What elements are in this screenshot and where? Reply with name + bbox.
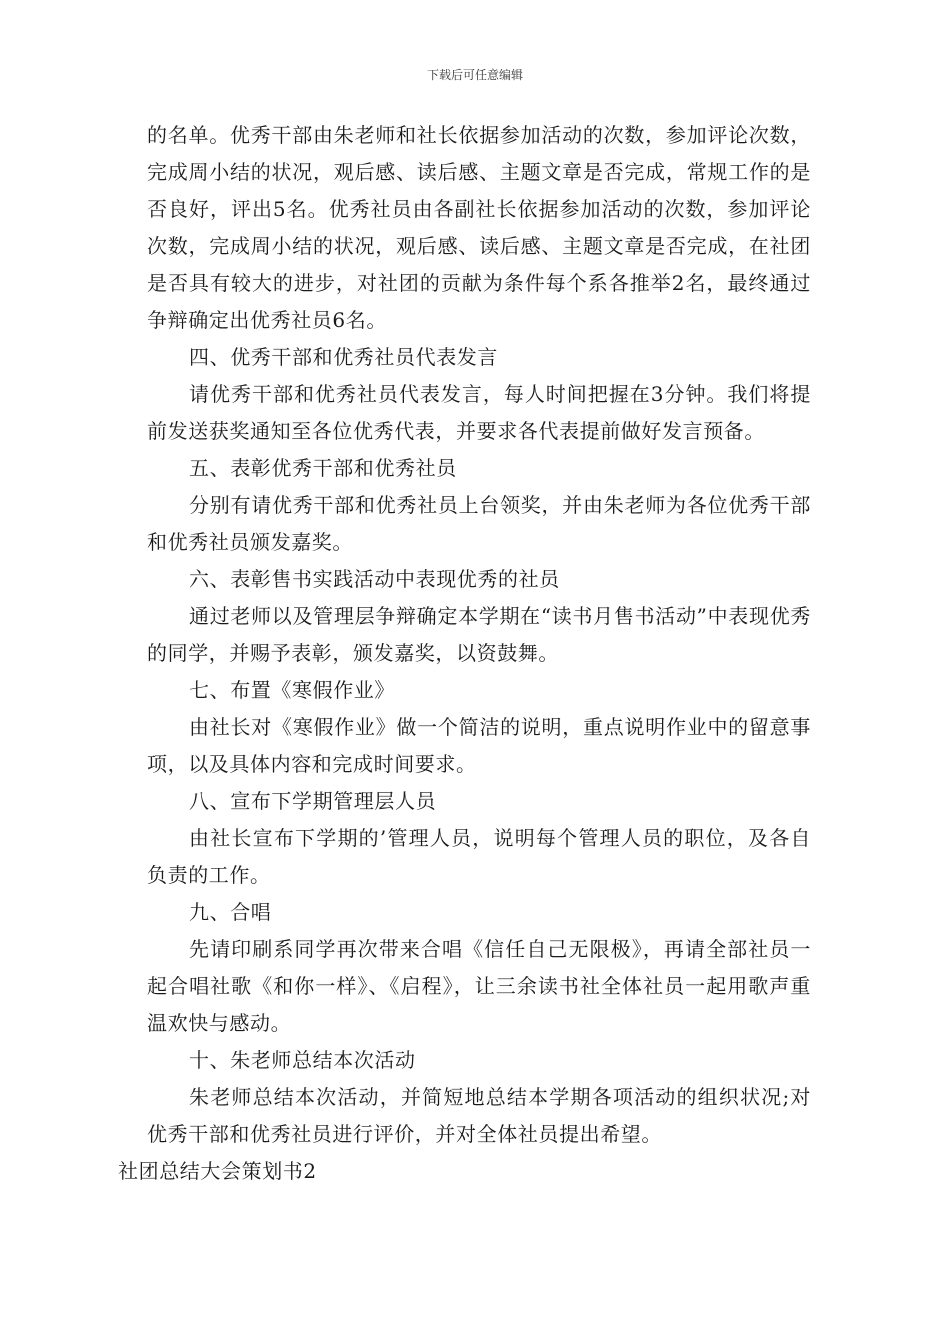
heading-speeches: 四、优秀干部和优秀社员代表发言 (189, 345, 498, 369)
heading-summary: 十、朱老师总结本次活动 (189, 1048, 416, 1072)
paragraph-management: 由社长宣布下学期的’管理人员，说明每个管理人员的职位，及各自负责的工作。 (147, 826, 811, 887)
paragraph-commend-members: 分别有请优秀干部和优秀社员上台领奖，并由朱老师为各位优秀干部和优秀社员颁发嘉奖。 (147, 493, 811, 554)
paragraph-nomination-rules: 的名单。优秀干部由朱老师和社长依据参加活动的次数，参加评论次数，完成周小结的状况，观后感、读后感、主题文章是否完成，常规工作的是否良好，评出5名。优秀社员由各副社长依据参加活动的次数，参加评论次数，完成周小结的状况，观后感、读后感、主题文章是否完成，在社团是否具有较大的进步，对社团的贡献为条件每个系各推举2名，最终通过争辩确定出优秀社员6名。 (147, 123, 811, 332)
paragraph-speeches: 请优秀干部和优秀社员代表发言，每人时间把握在3分钟。我们将提前发送获奖通知至各位优秀代表，并要求各代表提前做好发言预备。 (147, 382, 811, 443)
paragraph-book-sale: 通过老师以及管理层争辩确定本学期在“读书月售书活动”中表现优秀的同学，并赐予表彰，颁发嘉奖，以资鼓舞。 (147, 604, 811, 665)
heading-chorus: 九、合唱 (189, 900, 272, 924)
heading-book-sale: 六、表彰售书实践活动中表现优秀的社员 (189, 567, 560, 591)
paragraph-summary: 朱老师总结本次活动，并简短地总结本学期各项活动的组织状况;对优秀干部和优秀社员进行评价，并对全体社员提出希望。 (147, 1085, 811, 1146)
heading-commend-members: 五、表彰优秀干部和优秀社员 (189, 456, 457, 480)
heading-management: 八、宣布下学期管理层人员 (189, 789, 437, 813)
page-header: 下载后可任意编辑 (426, 68, 523, 82)
paragraph-chorus: 先请印刷系同学再次带来合唱《信任自己无限极》，再请全部社员一起合唱社歌《和你一样》、《启程》，让三余读书社全体社员一起用歌声重温欢快与感动。 (147, 937, 811, 1035)
paragraph-winter-homework: 由社长对《寒假作业》做一个简洁的说明，重点说明作业中的留意事项，以及具体内容和完成时间要求。 (147, 715, 811, 776)
heading-winter-homework: 七、布置《寒假作业》 (189, 678, 395, 702)
section-title: 社团总结大会策划书2 (118, 1159, 317, 1183)
document-body (118, 117, 811, 1190)
